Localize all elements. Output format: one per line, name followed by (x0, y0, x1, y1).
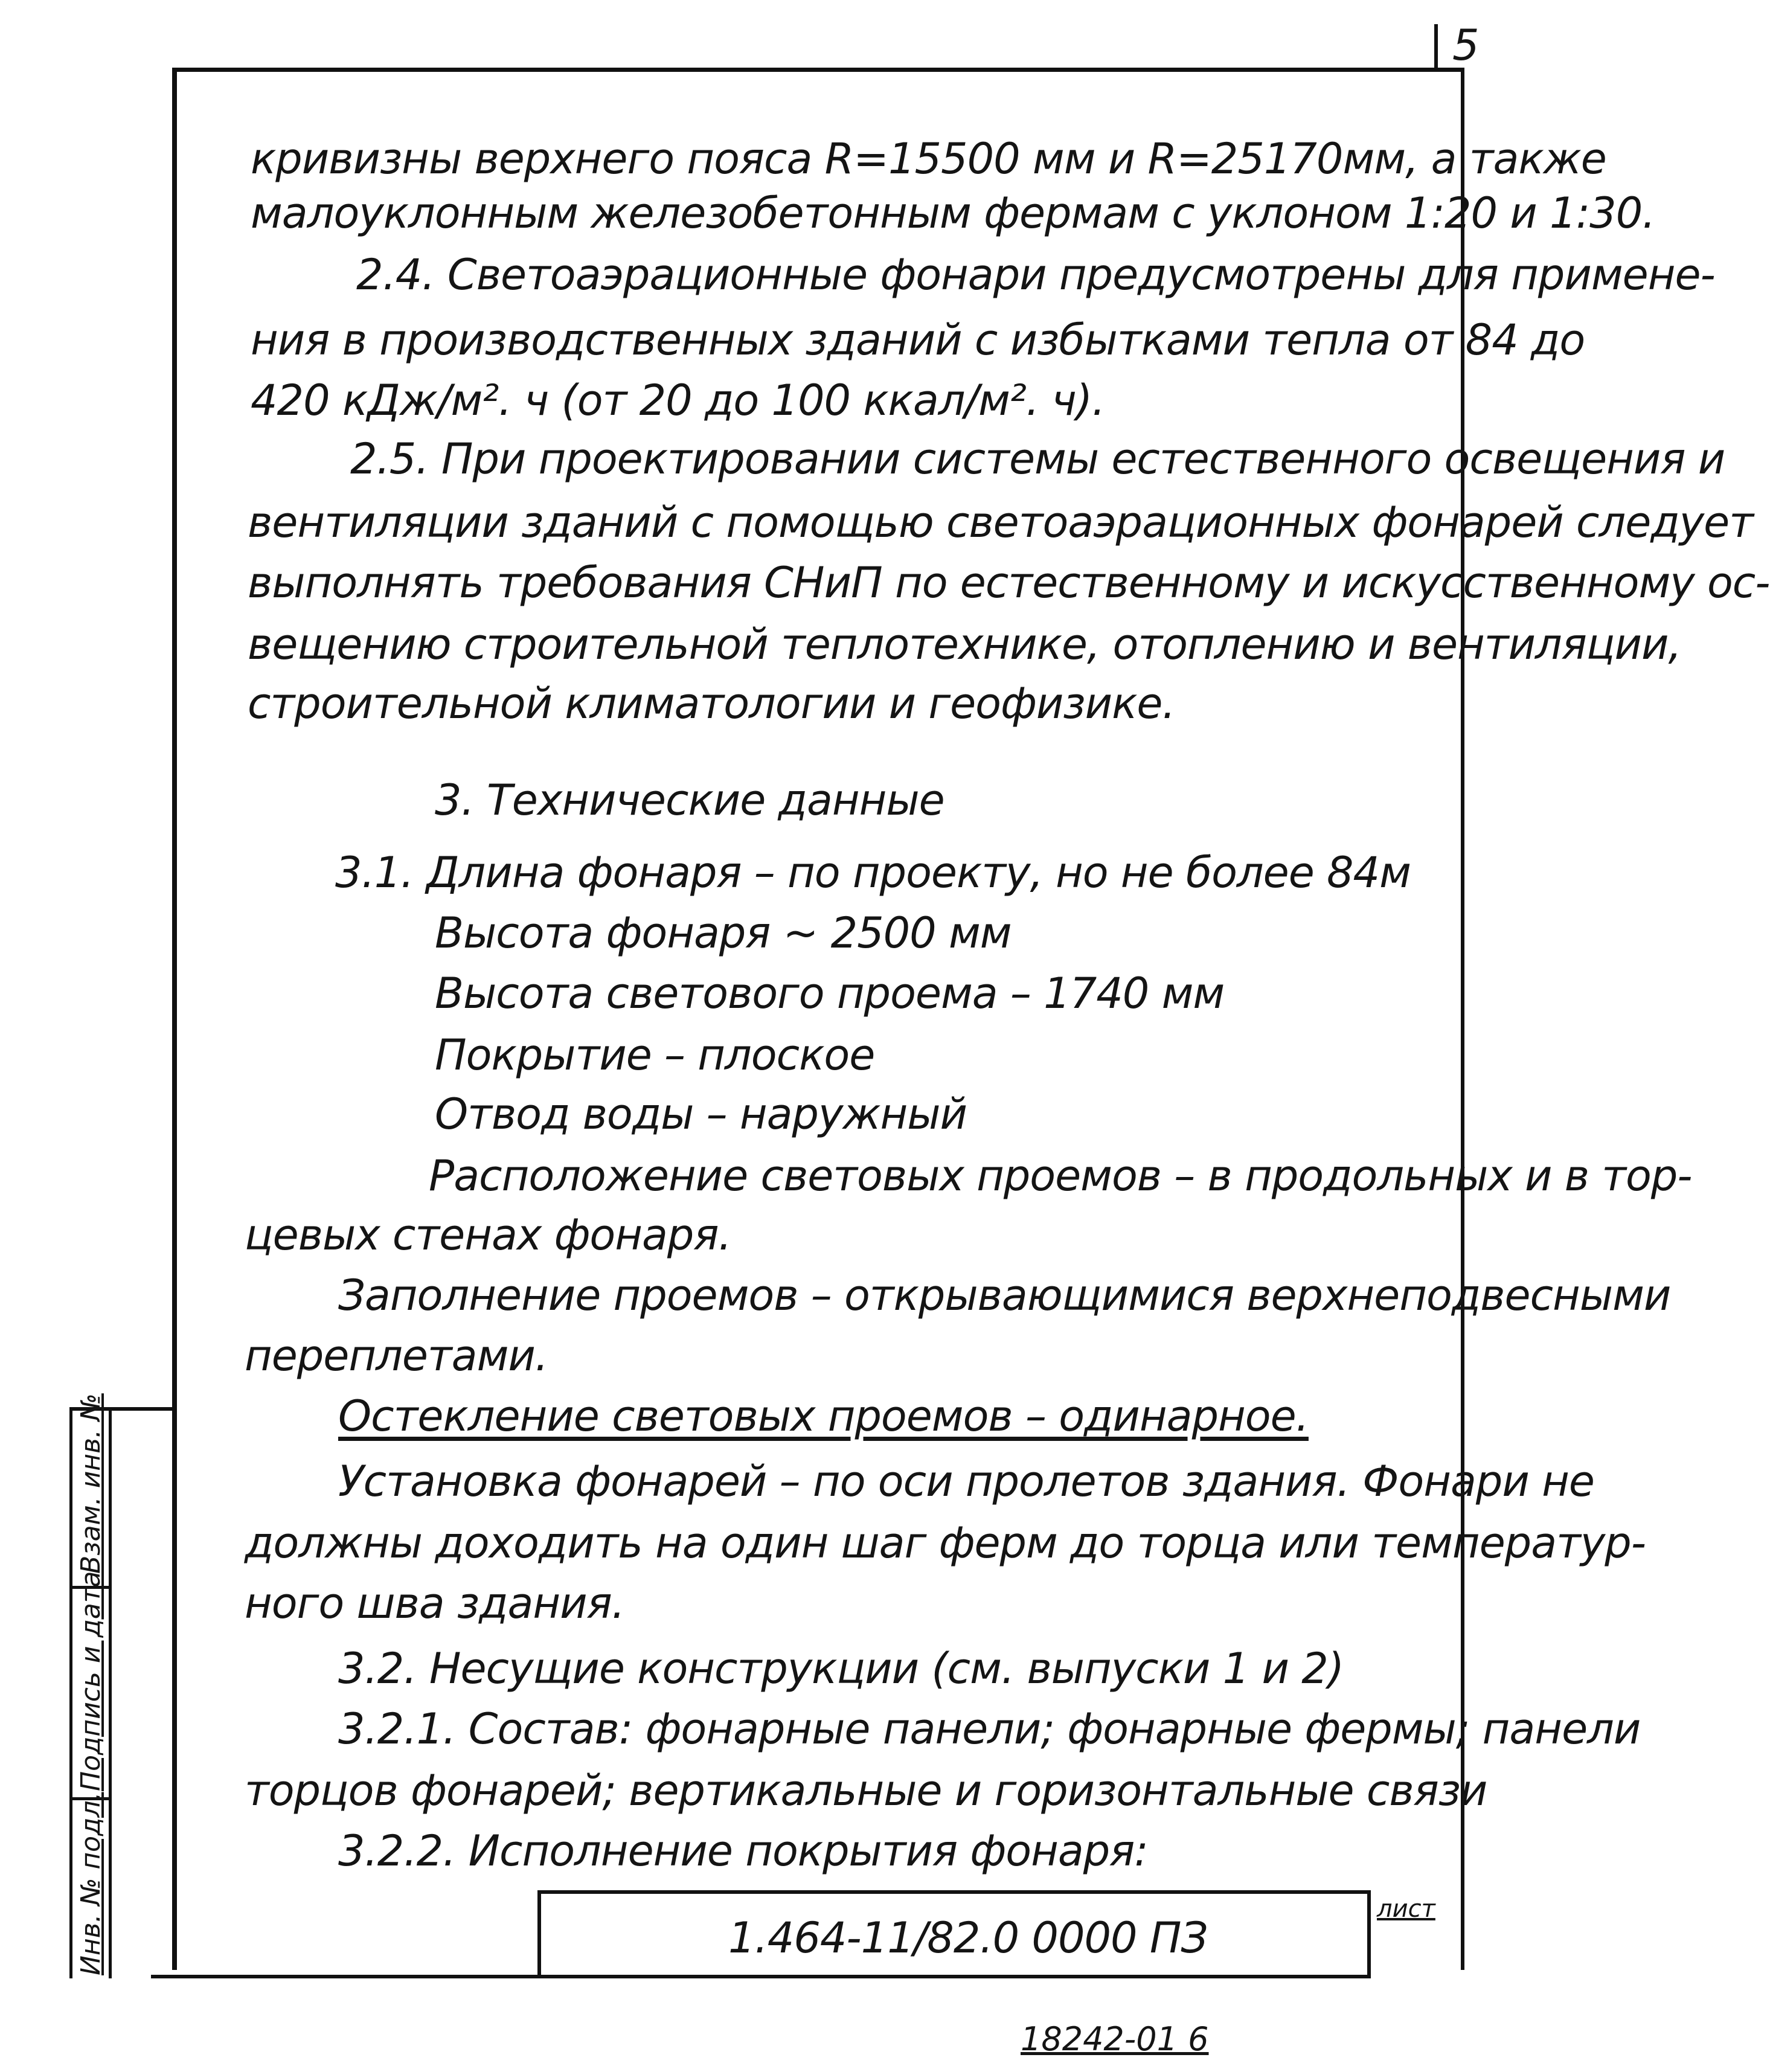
text-line: ния в производственных зданий с избытками тепла от 84 до (251, 315, 1585, 365)
sheet-label: лист (1377, 1895, 1435, 1923)
text-line: 3.2.1. Состав: фонарные панели; фонарные фермы; панели (338, 1704, 1641, 1754)
text-line: Остекление световых проемов – одинарное. (338, 1391, 1309, 1441)
text-line: Высота светового проема – 1740 мм (435, 969, 1225, 1018)
text-line: 3.2.2. Исполнение покрытия фонаря: (338, 1826, 1148, 1876)
text-line: 3.2. Несущие конструкции (см. выпуски 1 и 2) (338, 1644, 1344, 1693)
text-line: торцов фонарей; вертикальные и горизонтальные связи (245, 1766, 1487, 1815)
text-line: 3.1. Длина фонаря – по проекту, но не более 84м (335, 848, 1411, 897)
text-line: 420 кДж/м². ч (от 20 до 100 ккал/м². ч). (251, 376, 1105, 425)
text-line: кривизны верхнего пояса R=15500 мм и R=25170мм, а также (251, 134, 1606, 184)
text-line: 2.4. Светоаэрационные фонари предусмотрены для примене- (356, 250, 1715, 300)
text-line: Заполнение проемов – открывающимися верхнеподвесными (338, 1271, 1671, 1320)
text-line: выполнять требования СНиП по естественному и искусственному ос- (248, 558, 1770, 608)
side-stamp-divider (109, 1411, 112, 1978)
side-stamp-replaced-inv: Взам. инв. № (75, 1393, 106, 1574)
stamp-bottom-line (151, 1975, 1371, 1978)
text-line: Установка фонарей – по оси пролетов здания. Фонари не (338, 1457, 1594, 1506)
text-line: 2.5. При проектировании системы естественного освещения и (350, 434, 1725, 484)
side-stamp-signature-date: Подпись и дата (75, 1571, 106, 1791)
text-line: Отвод воды – наружный (435, 1089, 967, 1139)
text-line: вещению строительной теплотехнике, отоплению и вентиляции, (248, 620, 1681, 669)
document-designation: 1.464-11/82.0 0000 ПЗ (728, 1913, 1208, 1963)
side-stamp-inv-original: Инв. № подл. (75, 1792, 106, 1975)
text-line: ного шва здания. (245, 1579, 625, 1628)
text-line: Покрытие – плоское (435, 1030, 875, 1080)
text-line: Расположение световых проемов – в продольных и в тор- (429, 1151, 1692, 1201)
section-heading: 3. Технические данные (435, 775, 944, 825)
text-line: строительной климатологии и геофизике. (248, 679, 1175, 728)
page-number: 5 (1452, 21, 1480, 70)
bottom-code: 18242-01 6 (1021, 2020, 1209, 2058)
text-line: Высота фонаря ~ 2500 мм (435, 908, 1012, 958)
side-stamp (69, 1393, 172, 1978)
title-block (537, 1890, 1371, 1975)
text-line: переплетами. (245, 1331, 548, 1381)
text-line: малоуклонным железобетонным фермам с уклоном 1:20 и 1:30. (251, 188, 1655, 238)
text-line: цевых стенах фонаря. (245, 1210, 731, 1260)
sheet-label-cell (1371, 1890, 1461, 1926)
text-line: вентиляции зданий с помощью светоаэрационных фонарей следует (248, 498, 1753, 547)
page-number-box (1434, 21, 1480, 70)
text-line: должны доходить на один шаг ферм до торца или температур- (245, 1518, 1646, 1568)
